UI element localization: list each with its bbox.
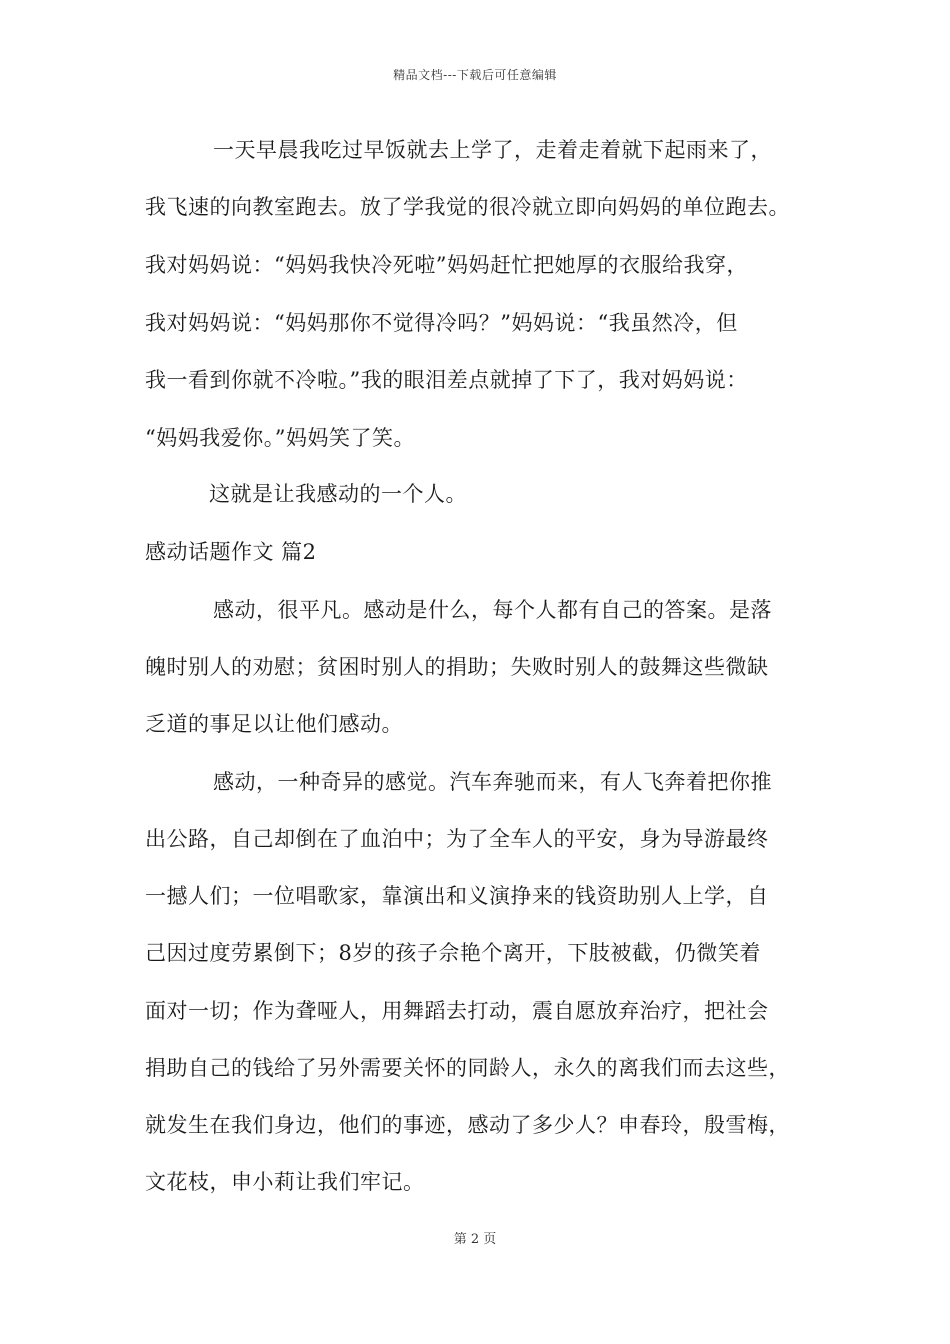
paragraph-line: 感动，很平凡。感动是什么，每个人都有自己的答案。是落: [213, 598, 772, 622]
paragraph-line: 文花枝，申小莉让我们牢记。: [145, 1170, 425, 1194]
paragraph-line: 这就是让我感动的一个人。: [209, 482, 467, 506]
paragraph-line: 我飞速的向教室跑去。放了学我觉的很冷就立即向妈妈的单位跑去。: [145, 195, 790, 219]
paragraph-line: 面对一切；作为聋哑人，用舞蹈去打动，震自愿放弃治疗，把社会: [145, 999, 769, 1023]
paragraph-line: 一撼人们；一位唱歌家，靠演出和义演挣来的钱资助别人上学，自: [145, 884, 769, 908]
paragraph-line: “妈妈我爱你。”妈妈笑了笑。: [145, 426, 415, 450]
paragraph-line: 乏道的事足以让他们感动。: [145, 712, 403, 736]
paragraph-line: 捐助自己的钱给了另外需要关怀的同龄人，永久的离我们而去这些，: [145, 1056, 790, 1080]
paragraph-line: 我一看到你就不冷啦。”我的眼泪差点就掉了下了，我对妈妈说：: [145, 368, 748, 392]
page-header: 精品文档---下载后可任意编辑: [393, 68, 557, 82]
page-number: 第 2 页: [453, 1232, 497, 1247]
section-heading: 感动话题作文 篇2: [145, 540, 317, 564]
paragraph-line: 感动，一种奇异的感觉。汽车奔驰而来，有人飞奔着把你推: [213, 770, 772, 794]
paragraph-line: 就发生在我们身边，他们的事迹，感动了多少人？申春玲，殷雪梅，: [145, 1113, 790, 1137]
paragraph-line: 出公路，自己却倒在了血泊中；为了全车人的平安，身为导游最终: [145, 827, 769, 851]
paragraph-line: 己因过度劳累倒下；8岁的孩子佘艳个离开，下肢被截，仍微笑着: [145, 941, 761, 965]
paragraph-line: 我对妈妈说：“妈妈我快冷死啦”妈妈赶忙把她厚的衣服给我穿，: [145, 253, 748, 277]
paragraph-line: 一天早晨我吃过早饭就去上学了，走着走着就下起雨来了，: [213, 138, 772, 162]
paragraph-line: 我对妈妈说：“妈妈那你不觉得冷吗？”妈妈说：“我虽然冷，但: [145, 311, 738, 335]
paragraph-line: 魄时别人的劝慰；贫困时别人的捐助；失败时别人的鼓舞这些微缺: [145, 655, 769, 679]
